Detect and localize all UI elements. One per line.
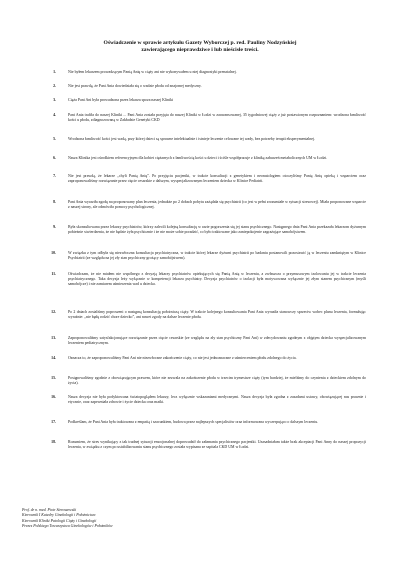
item-number: 10. (51, 251, 56, 255)
item-number: 14. (51, 356, 56, 360)
item-number: 8. (53, 200, 56, 204)
item-text: Pani Ania wyraziła zgodę na proponowany plan leczenia, jednakże po 2 dobach pobytu zażądała się psychiatrii (co jest w pełni zrozumiałe w sytuacji stresowej). Miała proponowane wsparcie z naszej strony, ale odmówiła pomocy psychologicznej. (68, 200, 366, 210)
item-number: 4. (53, 113, 56, 117)
item-text: Oznacza to, że zaproponowaliśmy Pani Ani nie niezwłoczne zakończenie ciąży, co nie jest jednoznaczne z uśmierceniem płodu zdolnego do życia. (68, 356, 297, 360)
item-text: Nie jest prawdą, że lekarze „chyli Panią Anię”. Po przyjęciu pacjentki, w trakcie konsultacji z genetykiem i neonatologiem otoczyliśmy Panią Anię opieką i wsparciem oraz zaproponowaliśmy rozwiązanie przez cięcie cesarskie z dalszym, wyspecjalizowanym leczeniem dziecka w Klinice Pediatrii. (68, 174, 366, 184)
title-line-1: Oświadczenie w sprawie artykułu Gazety Wyborczej p. red. Pauliny Nodzyńskiej (103, 40, 297, 46)
item-text: Nasza Klinika jest ośrodkiem referencyjnym dla kobiet ciężarnych z łamliwością kości u dzieci i ściśle współpracuje z kliniką zaburzeń metabolicznych UM w Łodzi. (68, 156, 328, 160)
title-line-2: zawierającego nieprawdziwe i lub nieścisłe treści. (141, 47, 259, 54)
item-number: 18. (51, 440, 56, 444)
signature-role-2: Kierownik Kliniki Patologii Ciąży i Ginekologii (22, 518, 97, 523)
item-text: Zaproponowaliśmy satysfakcjonujące rozwiązanie przez cięcie cesarskie (ze względu na zły stan psychiczny Pani Ani) w zdecydowaniu zgodnym z objętym dziecka wyspecjalizowanym leczeniem pediatrycznym. (68, 336, 366, 346)
item-number: 9. (53, 225, 56, 229)
signature-block (22, 508, 262, 530)
item-text: Ciąża Pani Ani była prowadzona przez lekarza spoza naszej Kliniki (68, 98, 174, 102)
item-number: 16. (51, 395, 56, 399)
item-text: Pani Ania trafiła do naszej Kliniki ... Pani Ania została przyjęta do naszej Kliniki w Łodzi w zaawansowanej, 35 tygodniowej ciąży z już postawionym rozpoznaniem: wrodzona łamliwość kości u płodu, zdiagnozowaną w Zakładzie Genetyki CKD (68, 113, 366, 123)
item-number: 12. (51, 310, 56, 314)
item-number: 5. (53, 137, 56, 141)
item-number: 7. (53, 174, 56, 178)
item-text: Po 2 dniach zostaliśmy poproszeni o następną konsultację położniczą ciąży. W trakcie kolejnego konsultowania Pani Ania wyraziła stanowczy sprzeciw wobec planu leczenia, formułując wyraźnie: „nie będę rodzić chore dziecko”, ani nawet zgody na dalsze leczenie płodu. (68, 310, 366, 320)
item-number: 3. (53, 98, 56, 102)
item-text: Wrodzona łamliwość kości jest wadą, przy której dzieci są sprawne intelektualnie i istnieje leczenie celowane tej wady, bez potrzeby terapii eksperymentalnej. (68, 137, 316, 141)
item-text: W związku z tym odbyła się niezwłoczna konsultacja psychiatryczna, w trakcie której lekarze dyżurni psychiatrii po badaniu postanowili pozostawić ją w leczeniu zamkniętym w Klinice Psychiatrii (ze względu na jej zły stan psychiczny grożący samobójstwem). (68, 251, 366, 261)
item-number: 2. (53, 84, 56, 88)
item-text: Była skonsultowana przez lekarzy psychiatrów, którzy zalecili kolejną konsultację w razie pogorszenia się jej stanu psychicznego. Następnego dnia Pani Ania przekazała lekarzom dyżurnym pobieżnie stwierdzenia, że nie będzie żyła psychicznie i że nie może sobie poradzić, co było traktowane jako zaniepokojenie zagrażające samobójstwem. (68, 225, 366, 235)
signature-role-1: Kierownik I Katedry Ginekologii i Położnictwa (22, 513, 96, 518)
item-number: 1. (53, 70, 56, 74)
item-text: Nie byłem lekarzem prowadzącym Panią Anię w ciąży ani nie wykonywałem u niej diagnostyki prenatalnej. (68, 70, 237, 74)
item-text: Postępowaliśmy zgodnie z obowiązującym prawem, które nie zezwala na zakończenie płodu w trzecim trymestrze ciąży (tym bardziej, że mieliśmy do czynienia z dzieckiem zdolnym do życia). (68, 376, 366, 386)
item-text: Nasza decyzja nie była podyktowana światopoglądem lekarzy, lecz wyłącznie wskazaniami medycznymi. Nasza decyzja była zgodna z zasadami ustawy, obowiązującej nas prawnie i etycznie, oraz zapewniała zdrowie i życie dziecka oraz matki. (68, 395, 366, 405)
document-title (60, 40, 340, 54)
item-number: 17. (51, 420, 56, 424)
item-number: 6. (53, 156, 56, 160)
item-number: 15. (51, 376, 56, 380)
item-number: 11. (51, 272, 56, 276)
signature-role-3: Prezes Polskiego Towarzystwa Ginekologów i Położników (22, 524, 113, 529)
item-text: Oświadczam, że nie miałem nie wspólnego z decyzją lekarzy psychiatrów opiekujących się Panią Anią w leczeniu, a zwłaszcza o przymusowym izolowaniu jej w trakcie leczenia psychiatrycznego. Taka decyzja leży wyłącznie w kompetencji lekarza psychiatry. Decyzja psychiatrów o izolacji była motywowana wyłącznie jej złym stanem psychicznym (myśli samobójcze) i nie zamiarem uśmierzenia wad u dziecka. (68, 272, 366, 287)
item-number: 13. (51, 336, 56, 340)
item-text: Rozumiem, że stres wynikający z tak trudnej sytuacji emocjonalnej doprowadził do załamania psychicznego pacjentki. Uzasadniałam także brak akceptacji Pani Anny do naszej propozycji leczenia, w związku z czym po ustabilizowaniu stanu psychicznego została wypisana ze szpitala CKD UM w Łodzi. (68, 440, 366, 450)
item-text: Nie jest prawdą, że Pani Ania dowiedziała się o wadzie płodu od znajomej medyczny. (68, 84, 202, 88)
signature-name: Prof. dr n. med. Piotr Sieroszewski (22, 508, 77, 512)
item-text: Podkreślam, że Pani Ania była traktowana z empatią i szacunkiem, budowa przez najlepszych specjalistów oraz informowana wyczerpująco o dalszym leczeniu. (68, 420, 319, 424)
